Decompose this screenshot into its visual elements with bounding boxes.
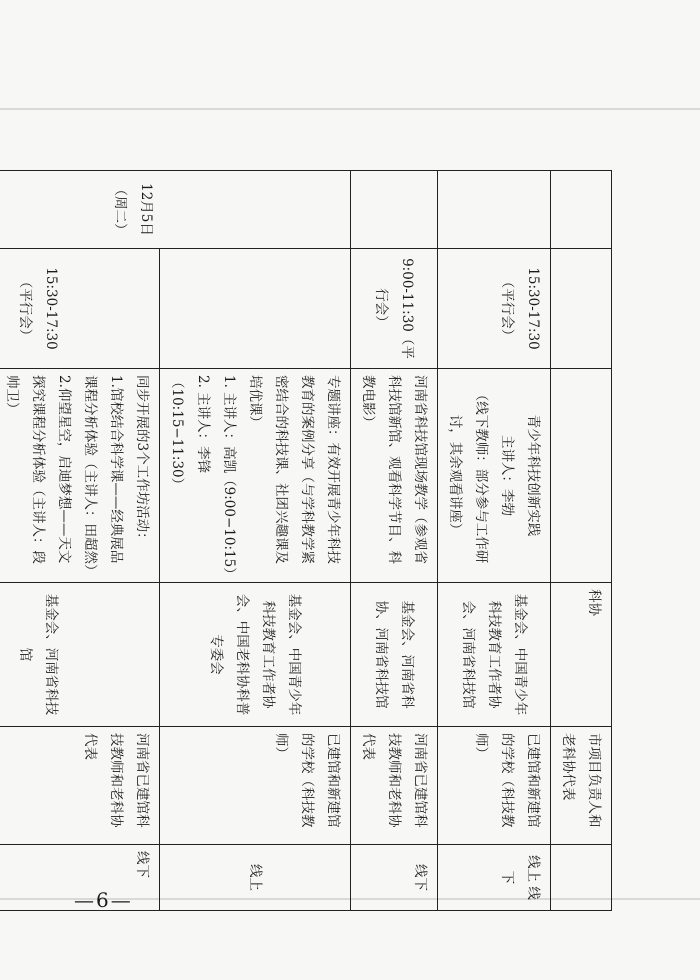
header-content [551,369,612,583]
row3-content-line3: 2. 主讲人：李锋（10:15−11:30） [169,375,211,492]
row1-mode: 线上 线下 [438,845,551,911]
row2-mode: 线下 [351,845,438,911]
page-number: —6— [74,888,133,912]
row3-content-line2: 1. 主讲人：高凯（9:00−10:15） [221,375,237,581]
header-mode [551,845,612,911]
row3-content [160,369,351,583]
table-row [0,171,160,911]
row2-audience: 河南省已建馆科技教师和老科协代表 [351,727,438,845]
table-row [160,171,351,911]
row1-content-line3: （线下教师：部分参与工作研讨，其余观看讲座） [447,387,489,564]
row3-audience: 已建馆和新建馆的学校（科技教师） [160,727,351,845]
header-date [551,171,612,249]
row3-date: 12月5日（周二） [0,171,351,249]
row2-content: 河南省科技馆现场教学（参观省科技馆新馆、观看科学节目、科教电影） [351,369,438,583]
row4-mode: 线下 [0,845,160,911]
row2-date [351,171,438,249]
row2-time: 9:00-11:30（平行会） [351,249,438,369]
row4-audience: 河南省已建馆科技教师和老科协代表 [0,727,160,845]
row4-organizer: 基金会、河南省科技馆 [0,583,160,727]
row1-content-line2: 主讲人：李勃 [499,435,515,516]
row3-mode: 线上 [160,845,351,911]
row1-content [438,369,551,583]
row4-content [0,369,160,583]
row4-content-line3: 2.仰望星空，启迪梦想——天文探究课程分析体验（主讲人：段帅卫） [4,375,72,564]
row3-content-line1: 专题讲座：有效开展青少年科技教育的案例分享（与学科教学紧密结合的科技课、社团兴趣课及培优课） [247,375,341,564]
row3-time [160,249,351,369]
row4-content-line1: 同步开展的3个工作坊活动： [134,375,150,546]
row3-organizer: 基金会、中国青少年科技教育工作者协会、中国老科协科普专委会 [160,583,351,727]
table-row [438,171,551,911]
row4-content-line2: 1.馆校结合科学课——经典展品课程分析体验（主讲人：田超然） [82,375,124,578]
header-time [551,249,612,369]
table-row [351,171,438,911]
header-audience: 市项目负责人和老科协代表 [551,727,612,845]
row2-organizer: 基金会、河南省科协、河南省科技馆 [351,583,438,727]
header-organizer: 科协 [551,583,612,727]
row1-content-line1: 青少年科技创新实践 [525,414,541,537]
table-header-row [551,171,612,911]
row1-time: 15:30-17:30（平行会） [438,249,551,369]
row1-organizer: 基金会、中国青少年科技教育工作者协会、河南省科技馆 [438,583,551,727]
row1-date [438,171,551,249]
row1-audience: 已建馆和新建馆的学校（科技教师） [438,727,551,845]
row4-time: 15:30-17:30（平行会） [0,249,160,369]
schedule-table [0,170,612,911]
